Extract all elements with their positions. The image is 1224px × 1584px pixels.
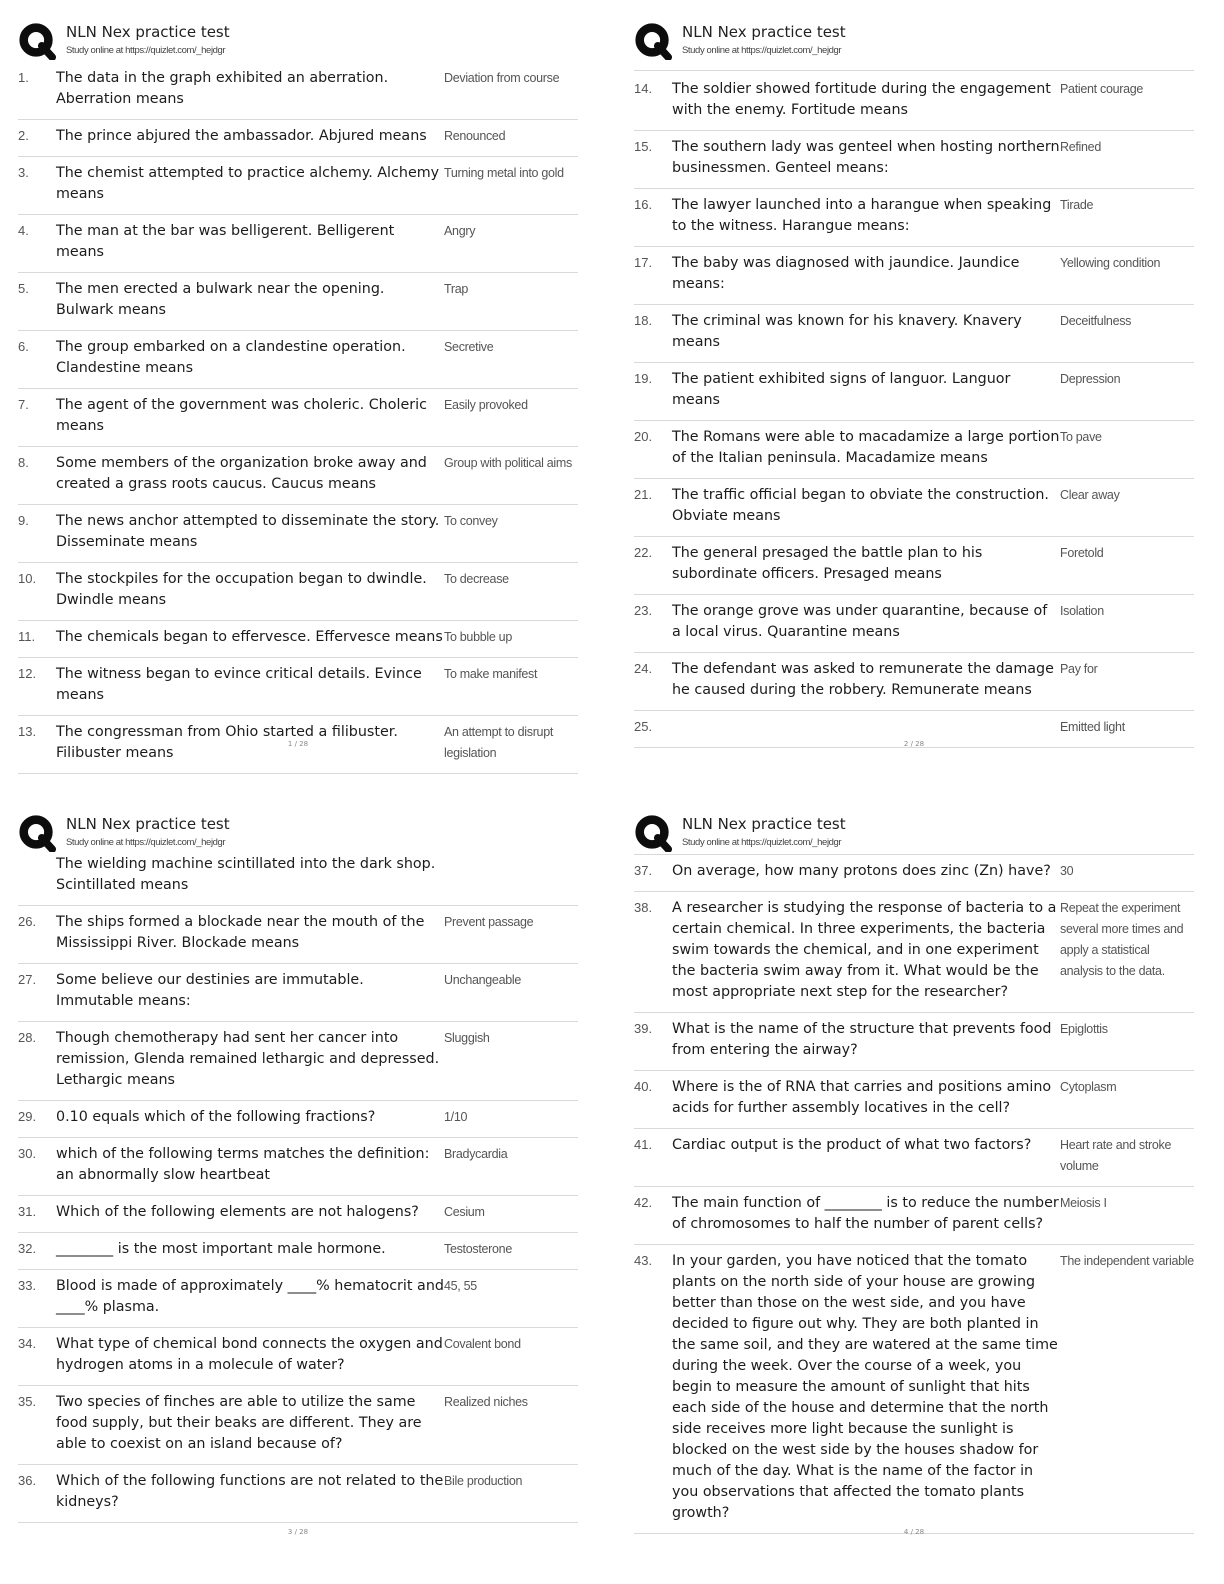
question-text: [672, 717, 1060, 738]
question-row: [18, 273, 578, 331]
question-text: The chemicals began to effervesce. Effervesce means: [56, 629, 443, 645]
question-row: [634, 855, 1194, 892]
question-row: [18, 62, 578, 120]
answer-text: Covalent bond: [444, 1337, 521, 1351]
header-title: NLN Nex practice test: [66, 23, 230, 41]
question-text: Though chemotherapy had sent her cancer into remission, Glenda remained lethargic and depressed. Lethargic means: [56, 1030, 440, 1088]
question-number: 1.: [18, 70, 29, 85]
answer-text: Epiglottis: [1060, 1022, 1108, 1036]
answer-text: Secretive: [444, 340, 494, 354]
question-row: [18, 1233, 578, 1270]
continued-question: [18, 854, 578, 906]
answer-text: To pave: [1060, 430, 1102, 444]
page-footer: 2 / 28: [903, 740, 925, 748]
question-number: 25.: [634, 719, 653, 734]
quizlet-logo-icon: [18, 814, 56, 852]
question-number: 36.: [18, 1473, 37, 1488]
question-number: 28.: [18, 1030, 37, 1045]
question-number: 42.: [634, 1195, 653, 1210]
question-text: The criminal was known for his knavery. Knavery means: [672, 313, 1022, 350]
question-number: 16.: [634, 197, 653, 212]
answer-text: Tirade: [1060, 198, 1094, 212]
answer-text: Foretold: [1060, 546, 1104, 560]
question-number: 3.: [18, 165, 29, 180]
question-text: The prince abjured the ambassador. Abjured means: [56, 128, 427, 144]
answer-text: Clear away: [1060, 488, 1120, 502]
header-subtitle: Study online at https://quizlet.com/_hejdgr: [66, 837, 226, 848]
question-text: which of the following terms matches the definition: an abnormally slow heartbeat: [56, 1146, 430, 1183]
question-number: 18.: [634, 313, 653, 328]
question-number: 37.: [634, 863, 653, 878]
question-number: 19.: [634, 371, 653, 386]
question-list: [18, 854, 578, 1523]
page-footer: 1 / 28: [287, 740, 309, 748]
question-number: 23.: [634, 603, 653, 618]
answer-text: Patient courage: [1060, 82, 1144, 96]
question-row: [18, 1196, 578, 1233]
question-text: Some believe our destinies are immutable. Immutable means:: [56, 972, 364, 1009]
answer-text: Emitted light: [1060, 720, 1125, 734]
question-number: 41.: [634, 1137, 653, 1152]
question-text: The ships formed a blockade near the mouth of the Mississippi River. Blockade means: [56, 914, 425, 951]
question-text: What type of chemical bond connects the oxygen and hydrogen atoms in a molecule of water?: [56, 1336, 443, 1373]
answer-text: 1/10: [444, 1110, 468, 1124]
question-text: The news anchor attempted to disseminate the story. Disseminate means: [56, 513, 440, 550]
question-text: The lawyer launched into a harangue when speaking to the witness. Harangue means:: [672, 197, 1052, 234]
header-title: NLN Nex practice test: [682, 23, 846, 41]
question-row: [18, 563, 578, 621]
question-row: [634, 1187, 1194, 1245]
question-number: 11.: [18, 629, 36, 644]
question-row: [18, 331, 578, 389]
answer-text: Unchangeable: [444, 973, 522, 987]
question-text: The men erected a bulwark near the opening. Bulwark means: [56, 281, 385, 318]
question-number: 29.: [18, 1109, 37, 1124]
question-number: 33.: [18, 1278, 37, 1293]
question-text: In your garden, you have noticed that the tomato plants on the north side of your house are growing better than those on the west side, and you have decided to figure out why. They are both planted in the same soil, and they are watered at the same time during the week. Over the course of a week, you begin to measure the amount of sunlight that hits each side of the house and determine that the north side receives more light because the sunlight is blocked on the west side by the houses shadow for much of the day. What is the name of the factor in you observations that affected the tomato plants growth?: [672, 1253, 1058, 1521]
answer-text: Isolation: [1060, 604, 1104, 618]
answer-text: To make manifest: [444, 667, 538, 681]
question-number: 13.: [18, 724, 37, 739]
answer-text: 45, 55: [444, 1279, 477, 1293]
question-row: [634, 1013, 1194, 1071]
page-1: [18, 20, 598, 788]
question-row: [634, 363, 1194, 421]
answer-text: Pay for: [1060, 662, 1098, 676]
question-number: 12.: [18, 666, 37, 681]
question-row: [634, 1129, 1194, 1187]
page-4: [634, 812, 1214, 1580]
quizlet-logo-icon: [634, 22, 672, 60]
question-row: [634, 653, 1194, 711]
question-row: [18, 447, 578, 505]
question-text: A researcher is studying the response of bacteria to a certain chemical. In three experiments, the bacteria swim towards the chemical, and in one experiment the bacteria swim away from it. What would be the most appropriate next step for the researcher?: [672, 900, 1057, 1000]
question-list: [634, 854, 1194, 1534]
answer-text: Group with political aims: [444, 456, 572, 470]
quizlet-logo-icon: [634, 814, 672, 852]
question-text: The witness began to evince critical details. Evince means: [56, 666, 422, 703]
question-row: [18, 1465, 578, 1523]
page-header: [18, 20, 598, 62]
question-number: 15.: [634, 139, 653, 154]
question-text: The man at the bar was belligerent. Belligerent means: [56, 223, 395, 260]
question-number: 22.: [634, 545, 653, 560]
question-number: 4.: [18, 223, 29, 238]
question-number: 34.: [18, 1336, 37, 1351]
question-text: The group embarked on a clandestine operation. Clandestine means: [56, 339, 406, 376]
question-row: [634, 479, 1194, 537]
page-header: [634, 20, 1214, 62]
answer-text: Depression: [1060, 372, 1121, 386]
question-text: The chemist attempted to practice alchemy. Alchemy means: [56, 165, 440, 202]
question-number: 2.: [18, 128, 29, 143]
question-row: [634, 131, 1194, 189]
answer-text: Easily provoked: [444, 398, 528, 412]
header-title: NLN Nex practice test: [682, 815, 846, 833]
question-row: [18, 906, 578, 964]
question-list: [18, 62, 578, 774]
question-row: [18, 389, 578, 447]
question-number: 31.: [18, 1204, 37, 1219]
question-text: The soldier showed fortitude during the engagement with the enemy. Fortitude means: [672, 81, 1051, 118]
answer-text: Sluggish: [444, 1031, 490, 1045]
answer-text: Cytoplasm: [1060, 1080, 1117, 1094]
question-row: [634, 1245, 1194, 1534]
answer-text: Realized niches: [444, 1395, 528, 1409]
question-number: 40.: [634, 1079, 653, 1094]
question-text: Which of the following elements are not halogens?: [56, 1204, 419, 1220]
question-text: On average, how many protons does zinc (Zn) have?: [672, 863, 1051, 879]
question-row: [634, 421, 1194, 479]
question-number: 17.: [634, 255, 653, 270]
answer-text: Refined: [1060, 140, 1101, 154]
answer-text: Turning metal into gold: [444, 166, 564, 180]
question-text: Where is the of RNA that carries and positions amino acids for further assembly locatives in the cell?: [672, 1079, 1052, 1116]
question-text: The general presaged the battle plan to his subordinate officers. Presaged means: [672, 545, 983, 582]
question-row: [18, 1101, 578, 1138]
question-row: [634, 892, 1194, 1013]
question-number: 32.: [18, 1241, 37, 1256]
question-number: 30.: [18, 1146, 37, 1161]
page-footer: 3 / 28: [287, 1528, 309, 1536]
answer-text: Heart rate and stroke volume: [1060, 1138, 1172, 1173]
question-row: [18, 1386, 578, 1465]
question-text: Blood is made of approximately ____% hematocrit and ____% plasma.: [56, 1278, 444, 1315]
page-header: [634, 812, 1214, 854]
question-row: [634, 595, 1194, 653]
question-number: 24.: [634, 661, 653, 676]
answer-text: Angry: [444, 224, 476, 238]
answer-text: Bradycardia: [444, 1147, 508, 1161]
question-text: Two species of finches are able to utilize the same food supply, but their beaks are different. They are able to coexist on an island because of?: [56, 1394, 422, 1452]
question-number: 38.: [634, 900, 653, 915]
question-text: Cardiac output is the product of what two factors?: [672, 1137, 1032, 1153]
question-number: 20.: [634, 429, 653, 444]
question-number: 21.: [634, 487, 653, 502]
question-number: 26.: [18, 914, 37, 929]
question-row: [18, 157, 578, 215]
question-text: Some members of the organization broke away and created a grass roots caucus. Caucus means: [56, 455, 427, 492]
answer-text: Repeat the experiment several more times and apply a statistical analysis to the data.: [1060, 901, 1184, 978]
answer-text: Prevent passage: [444, 915, 534, 929]
page-footer: 4 / 28: [903, 1528, 925, 1536]
question-row: [18, 1138, 578, 1196]
answer-text: Testosterone: [444, 1242, 512, 1256]
question-row: [18, 964, 578, 1022]
question-text: The Romans were able to macadamize a large portion of the Italian peninsula. Macadamize means: [672, 429, 1060, 466]
answer-text: The independent variable: [1060, 1254, 1194, 1268]
answer-text: Renounced: [444, 129, 506, 143]
header-subtitle: Study online at https://quizlet.com/_hejdgr: [682, 837, 842, 848]
question-number: 8.: [18, 455, 29, 470]
question-row: [18, 658, 578, 716]
question-text: The traffic official began to obviate the construction. Obviate means: [672, 487, 1049, 524]
question-text: The baby was diagnosed with jaundice. Jaundice means:: [672, 255, 1020, 292]
question-number: 14.: [634, 81, 653, 96]
question-row: [18, 120, 578, 157]
question-number: 5.: [18, 281, 29, 296]
answer-text: [444, 854, 578, 896]
question-text: The wielding machine scintillated into the dark shop. Scintillated means: [56, 856, 436, 893]
answer-text: Yellowing condition: [1060, 256, 1161, 270]
question-text: The defendant was asked to remunerate the damage he caused during the robbery. Remunerate means: [672, 661, 1054, 698]
answer-text: Deviation from course: [444, 71, 560, 85]
question-number: 27.: [18, 972, 37, 987]
question-text: The main function of ________ is to reduce the number of chromosomes to half the number of parent cells?: [672, 1195, 1059, 1232]
question-row: [18, 1328, 578, 1386]
question-text: The agent of the government was choleric. Choleric means: [56, 397, 427, 434]
header-title: NLN Nex practice test: [66, 815, 230, 833]
question-number: 9.: [18, 513, 29, 528]
header-subtitle: Study online at https://quizlet.com/_hejdgr: [66, 45, 226, 56]
question-text: The congressman from Ohio started a filibuster. Filibuster means: [56, 724, 398, 761]
question-number: 35.: [18, 1394, 37, 1409]
answer-text: Deceitfulness: [1060, 314, 1132, 328]
question-row: [18, 1270, 578, 1328]
answer-text: 30: [1060, 864, 1074, 878]
question-text: The orange grove was under quarantine, because of a local virus. Quarantine means: [672, 603, 1048, 640]
question-text: The patient exhibited signs of languor. Languor means: [672, 371, 1011, 408]
page-2: [634, 20, 1214, 788]
question-number: 39.: [634, 1021, 653, 1036]
question-text: Which of the following functions are not related to the kidneys?: [56, 1473, 444, 1510]
answer-text: To decrease: [444, 572, 509, 586]
question-row: [634, 537, 1194, 595]
quizlet-logo-icon: [18, 22, 56, 60]
question-text: The data in the graph exhibited an aberration. Aberration means: [56, 70, 389, 107]
page-header: [18, 812, 598, 854]
question-text: The stockpiles for the occupation began to dwindle. Dwindle means: [56, 571, 427, 608]
question-text: The southern lady was genteel when hosting northern businessmen. Genteel means:: [672, 139, 1060, 176]
question-row: [18, 215, 578, 273]
answer-text: Trap: [444, 282, 469, 296]
question-text: 0.10 equals which of the following fractions?: [56, 1109, 376, 1125]
question-row: [634, 247, 1194, 305]
question-row: [18, 1022, 578, 1101]
answer-text: An attempt to disrupt legislation: [444, 725, 554, 760]
question-row: [18, 621, 578, 658]
answer-text: Cesium: [444, 1205, 485, 1219]
question-text: What is the name of the structure that prevents food from entering the airway?: [672, 1021, 1052, 1058]
question-list: [634, 70, 1194, 748]
question-text: ________ is the most important male hormone.: [56, 1241, 386, 1257]
answer-text: To bubble up: [444, 630, 512, 644]
answer-text: Bile production: [444, 1474, 523, 1488]
question-number: 43.: [634, 1253, 653, 1268]
answer-text: To convey: [444, 514, 498, 528]
question-row: [634, 189, 1194, 247]
answer-text: Meiosis I: [1060, 1196, 1107, 1210]
question-row: [634, 305, 1194, 363]
page-3: [18, 812, 598, 1580]
header-subtitle: Study online at https://quizlet.com/_hejdgr: [682, 45, 842, 56]
question-row: [18, 505, 578, 563]
question-number: 10.: [18, 571, 37, 586]
question-number: 6.: [18, 339, 29, 354]
question-row: [634, 73, 1194, 131]
question-number: 7.: [18, 397, 29, 412]
question-row: [634, 1071, 1194, 1129]
